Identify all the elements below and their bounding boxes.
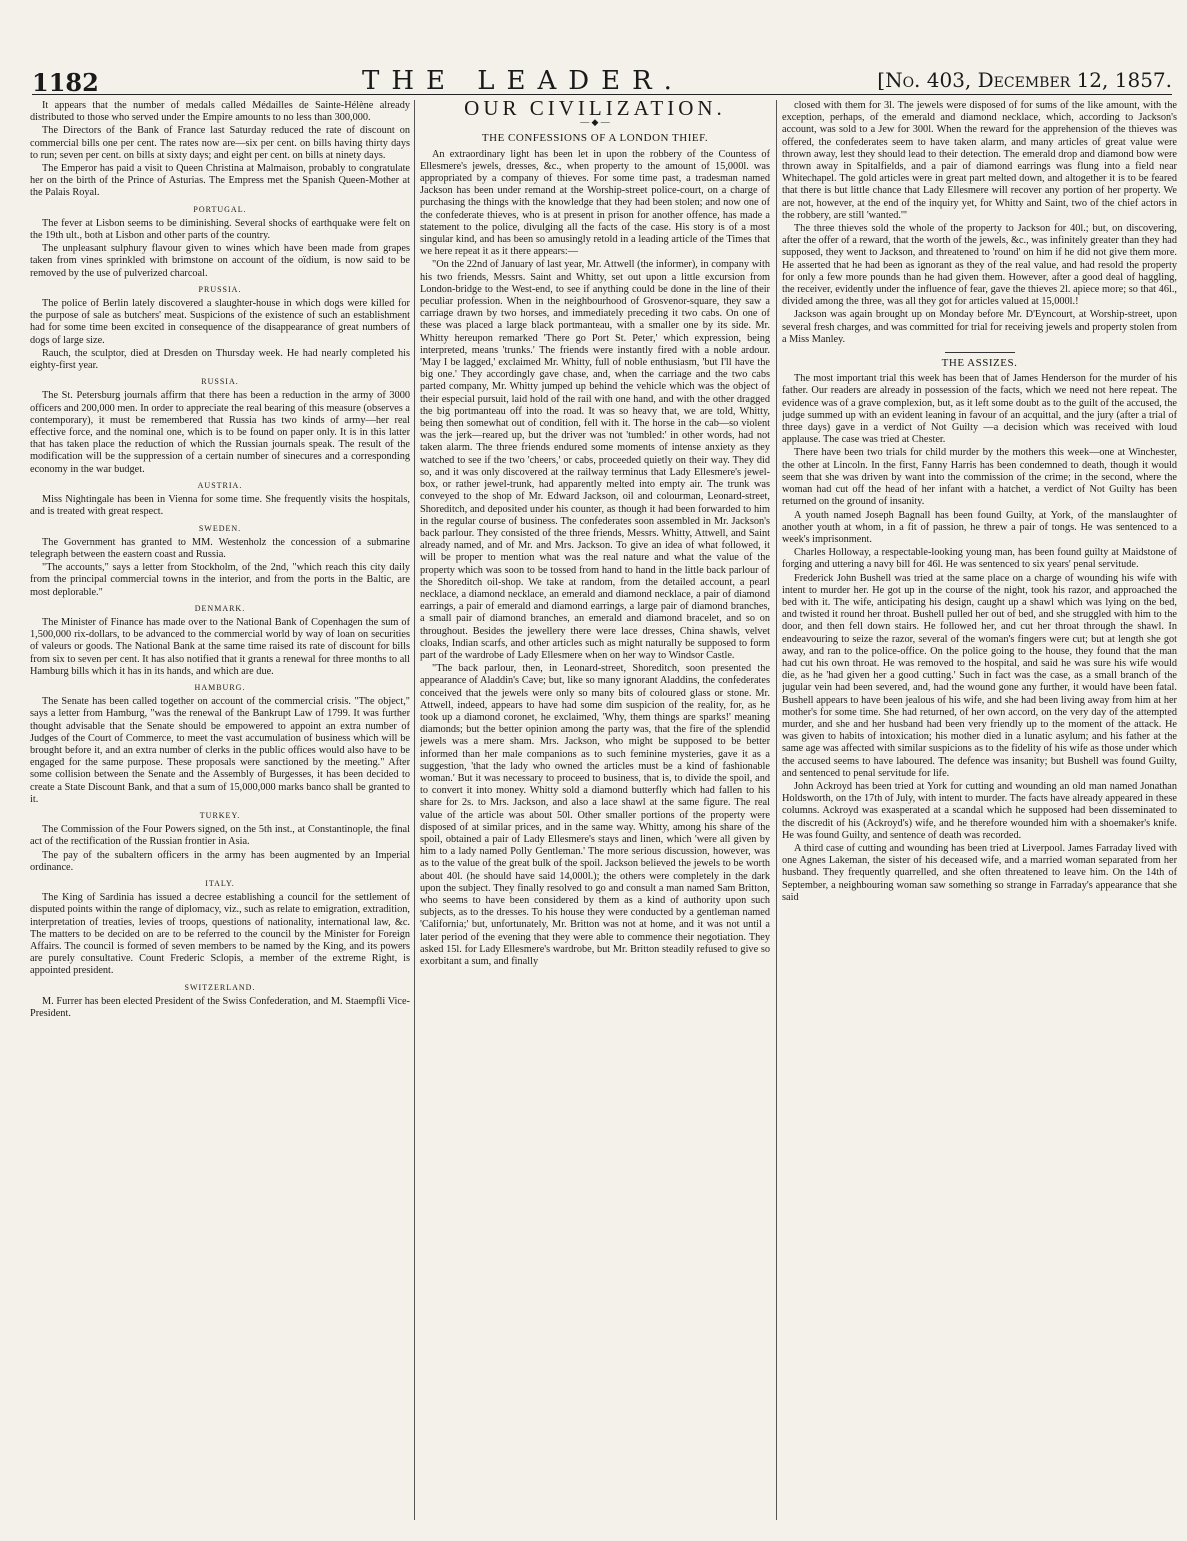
- paragraph: John Ackroyd has been tried at York for cutting and wounding an old man named Jonathan Holdsworth, on the 17th of July, with intent to murder. The facts have already appeared in these columns. Ackroyd was exasperated at a scandal which he supposed had been disseminated to the discredit of his (Ackroyd's) wife, and he therefore wounded him with a shoemaker's knife. He was found Guilty, and sentence of death was recorded.: [782, 780, 1177, 841]
- section-label: PRUSSIA.: [198, 284, 242, 294]
- newspaper-title: THE LEADER.: [362, 66, 684, 96]
- section-label: AUSTRIA.: [197, 480, 243, 490]
- paragraph: Jackson was again brought up on Monday before Mr. D'Eyncourt, at Worship-street, upon several fresh charges, and was committed for trial for receiving jewels and property stolen from a Miss Manley.: [782, 309, 1177, 345]
- paragraph: The pay of the subaltern officers in the army has been augmented by an Imperial ordinance.: [30, 849, 410, 873]
- paragraph: The police of Berlin lately discovered a slaughter-house in which dogs were killed for the purpose of sale as butchers' meat. Suspicions of the existence of such an establishment had for some time been excited in consequence of the disappearance of great numbers of dogs of large size.: [30, 298, 410, 346]
- paragraph: "The back parlour, then, in Leonard-street, Shoreditch, soon presented the appearance of Aladdin's Cave; but, like so many ignorant Aladdins, the confederates conceived that the jewels were only so many bits of coloured glass or stone. Mr. Attwell, indeed, appears to have had some dim suspicion of the reality, for, as he took up a diamond coronet, he exclaimed, 'Why, them things are sparks!' meaning diamonds; but the better opinion among the party was, that the fire of the splendid jewels was a mere sham. Mrs. Jackson, who might be supposed to be better informed than her male companions as to such feminine mysteries, gave it as a suggestion, 'that the lady who owned the articles must be a kind of fashionable woman.' But it was necessary to proceed to business, that is, to divide the spoil, and to convert it into money. Whitty sold a diamond butterfly which had fallen to his share for 2s. to Mrs. Jackson, and also a lace shawl at the same figure. The real value of the article was about 50l. Other smaller portions of the property were disposed of at similar prices, and in the same way. Whitty, among his share of the spoil, obtained a pair of Lady Ellesmere's stays and linen, which 'were all given by him to a lady named Polly Gentleman.' The more serious discussion, however, was as to the value of the great bulk of the spoil. Jackson believed the jewels to be worth about 40l. (he should have said 14,000l.); the others were completely in the dark upon the subject. They finally resolved to go and consult a man named Sam Britton, who seems to have been considered by them as a kind of authority upon such subjects, as to the dresses. To his house they were conducted by a gentleman named 'California;' but, unfortunately, Mr. Britton was not at home, and it was not until a later period of the evening that they were able to commence their negotiation. They asked 15l. for Lady Ellesmere's wardrobe, but Mr. Britton steadily refused to give so exorbitant a sum, and finally: [420, 663, 770, 968]
- paragraph: The Emperor has paid a visit to Queen Christina at Malmaison, probably to congratulate her on the birth of the Prince of Asturias. The Empress met the Spanish Queen-Mother at the Palais Royal.: [30, 163, 410, 199]
- page-number: 1182: [32, 68, 99, 97]
- column-our-civilization: [420, 100, 770, 1530]
- section-label: PORTUGAL.: [193, 204, 247, 214]
- article-body: [420, 149, 770, 969]
- paragraph: "On the 22nd of January of last year, Mr. Attwell (the informer), in company with his two friends, Messrs. Saint and Whitty, set out upon a little excursion from London-bridge to the West-end, to see if anything could be done in the line of their peculiar profession. When in the neighbourhood of Grosvenor-square, they saw a carriage drawn by two horses, and immediately preceding it two cabs. On one of these was placed a large black portmanteau, with a smaller one by its side. Mr. Whitty hereupon remarked 'There go Port St. Peter,' which expression, being interpreted, means 'trunks.' The friends were instantly fired with a noble ardour. 'May I be lagged,' exclaimed Mr. Whitty, full of noble enthusiasm, 'but I'll have the big one.' They accordingly gave chase, and, when the carriage and the two cabs parted company, Mr. Whitty jumped up behind the vehicle which was the object of their especial pursuit, laid hold of the rail with one hand, and with the other dragged the big portmanteau off into the road. It was so heavy that, we are told, Whitty, being then somewhat out of condition, fell with it. The horse in the cab—so violent was the jerk—reared up, but the driver was not 'tumbled:' in other words, had not taken alarm. The three friends endured some moments of intense anxiety as they watched to see if the two 'cheers,' or cabs, proceeded quietly on their way. They did so, and it was only discovered at the railway terminus that Lady Ellesmere's jewel-box, or rather jewel-trunk, had apparently melted into empty air. The trunk was conveyed to the shop of Mr. Edward Jackson, oil and colourman, Leonard-street, Shoreditch, and deposited under his counter, as though it had been forwarded to him in the regular course of business. The confederates soon assembled in Mr. Jackson's back parlour. They consisted of the three friends, Messrs. Whitty, Attwell, and Saint already named, and of Mr. and Mrs. Jackson. To give an idea of what followed, it will be proper to mention what was the real nature and what the value of the property which was soon to be tossed from hand to hand in the little back parlour of the Shoreditch oil-shop. We take at random, from the detailed account, a pearl necklace, a diamond necklace, an emerald and diamond necklace, a pair of diamond earrings, a pair of emerald and diamond earrings, a large pair of diamond branches, a small pair of diamond branches, an emerald and diamond bracelet, and so on throughout. Besides the jewellery there were lace dresses, China shawls, velvet cloaks, Indian scarfs, and other articles such as might naturally be supposed to form part of the wardrobe of Lady Ellesmere when on her way to Windsor Castle.: [420, 259, 770, 661]
- paragraph: A youth named Joseph Bagnall has been found Guilty, at York, of the manslaughter of another youth at whom, in a fit of passion, he threw a pair of tongs. He was sentenced to a week's imprisonment.: [782, 509, 1177, 545]
- paragraph: The King of Sardinia has issued a decree establishing a council for the settlement of disputed points within the range of diplomacy, viz., such as relate to emigration, extradition, interpretation of treaties, levies of troops, questions of nationality, international law, &c. The matters to be decided on are to be referred to the council by the Minister for Foreign Affairs. The council is formed of seven members to be named by the King, and its powers are purely consultative. Count Frederic Sclopis, a member of the extreme Right, is appointed president.: [30, 892, 410, 977]
- paragraph: closed with them for 3l. The jewels were disposed of for sums of the like amount, with the exception, perhaps, of the emerald and diamond necklace, which, according to Jackson's account, was sold to a Jew for 300l. When the reward for the apprehension of the thieves was offered, the confederates seem to have taken alarm, and many articles of great value were thrown away, lest they should lead to their detection. The emerald drop and diamond bow were thrown away in Spitalfields, and a pair of diamond earrings was flung into a field near Whitechapel. The gold articles were in great part melted down, and altogether it is to be feared that there is but little chance that Lady Ellesmere will recover any portion of her property. We are not, however, at the end of the inquiry yet, for Whitty and Saint, two of the chief actors in the robbery, are still 'wanted.'": [782, 100, 1177, 221]
- paragraph: An extraordinary light has been let in upon the robbery of the Countess of Ellesmere's jewels, dresses, &c., when property to the amount of 15,000l. was appropriated by a company of thieves. For some time past, a tradesman named Jackson has been under remand at the Worship-street police-court, on a charge of purchasing the things with the knowledge that they had been stolen; and now one of the confederate thieves, who is at present in prison for another offence, has made a statement to the police, divulging all the facts of the case. His story is of a most singular kind, and has been so amusingly retold in a leading article of the Times that we here repeat it as it there appears:—: [420, 148, 770, 258]
- issue-date: [No. 403, December 12, 1857.: [877, 68, 1172, 92]
- section-label: DENMARK.: [194, 603, 246, 613]
- paragraph: "The accounts," says a letter from Stockholm, of the 2nd, "which reach this city daily from the principal commercial towns in the interior, and from the ports in the Baltic, are most deplorable.": [30, 562, 410, 598]
- section-label: ITALY.: [205, 878, 235, 888]
- section-label: TURKEY.: [199, 810, 241, 820]
- paragraph: Frederick John Bushell was tried at the same place on a charge of wounding his wife with intent to murder her. He got up in the course of the night, took his razor, and approached the bed with it. The wife, anticipating his design, caught up a shawl which was lying on the bed, and twisted it round her throat. Bushell pulled her out of bed, and she struggled with him to the door, and then fell down stairs. He followed her, and cut her throat through the shawl. In endeavouring to seize the razor, several of the woman's fingers were cut; but at length she got away, and ran to the police-office. On the police going to the house, they found that the man had cut his own throat. He was removed to the hospital, and said he was sure his wife would die, as he 'had given her a good cutting.' Such in fact was the case, as a small branch of the jugular vein had been severed, and, had the wound gone any further, it would have been fatal. Bushell appears to have been jealous of his wife, and she had been living away from him at her mother's for some time. She had returned, of her own accord, on the very day of the attempted murder, and she and her husband had been very friendly up to the moment of the attack. He was given to habits of intoxication; his mother died in a lunatic asylum; and his father at the same age was affected with similar suspicions as to the fidelity of his wife as those under which the accused seems to have laboured. The defence was insanity; but Bushell was found Guilty, and sentenced to penal servitude for life.: [782, 572, 1177, 779]
- paragraph: There have been two trials for child murder by the mothers this week—one at Winchester, the other at Lincoln. In the first, Fanny Harris has been condemned to death, though it would seem that she was driven by want into the commission of the crime; in the second, where the woman had cut off the head of her infant with a hatchet, a verdict of Not Guilty has been returned on the ground of insanity.: [782, 447, 1177, 508]
- section-label: SWITZERLAND.: [184, 982, 256, 992]
- paragraph: The Directors of the Bank of France last Saturday reduced the rate of discount on commercial bills one per cent. The rates now are—six per cent. on bills having thirty days to run; seven per cent. on bills at sixty days; and eight per cent. on bills at ninety days.: [30, 125, 410, 161]
- ornament: — ◆ —: [580, 117, 610, 128]
- paragraph: Miss Nightingale has been in Vienna for some time. She frequently visits the hospitals, and is treated with great respect.: [30, 494, 410, 518]
- section-rule: [945, 352, 1015, 353]
- column-foreign-news: [30, 100, 410, 1530]
- article-title: THE ASSIZES.: [941, 357, 1018, 370]
- section-label: RUSSIA.: [201, 377, 239, 387]
- column-divider: [776, 100, 777, 1520]
- paragraph: A third case of cutting and wounding has been tried at Liverpool. James Farraday lived with one Agnes Lakeman, the sister of his deceased wife, and a married woman separated from her husband. They frequently quarrelled, and she often threatened to leave him. On the 14th of September, a neighbouring woman saw something so strange in Farraday's appearance that she said: [782, 842, 1177, 903]
- paragraph: The unpleasant sulphury flavour given to wines which have been made from grapes taken from vines sprinkled with brimstone on account of the oïdium, is now said to be removed by the use of pulverized charcoal.: [30, 243, 410, 279]
- paragraph: M. Furrer has been elected President of the Swiss Confederation, and M. Staempfli Vice-President.: [30, 995, 410, 1020]
- paragraph: The three thieves sold the whole of the property to Jackson for 40l.; but, on discovering, after the offer of a reward, that the worth of the jewels, &c., was infinitely greater than they had supposed, they went to Jackson, and threatened to 'round' on him if he did not give them more. He asserted that he had been as ignorant as they of the real value, and had resold the property for only a few more pounds than he had given them. However, after a good deal of haggling, the receiver, evidently under the influence of fear, gave the thieves 2l. apiece more; so that 46l., divided among the three, was all they got for articles valued at 15,000l.!: [782, 223, 1177, 308]
- section-heading: OUR CIVILIZATION.: [464, 100, 726, 120]
- section-label: HAMBURG.: [194, 682, 246, 692]
- paragraph: Charles Holloway, a respectable-looking young man, has been found guilty at Maidstone of forging and uttering a navy bill for 46l. He was sentenced to six years' penal servitude.: [782, 547, 1177, 571]
- paragraph: The Senate has been called together on account of the commercial crisis. "The object," says a letter from Hamburg, "was the renewal of the Bankrupt Law of 1799. It was further thought advisable that the Senate should be empowered to appoint an extra number of Judges of the Court of Commerce, to meet the vast accumulation of business which will be brought before it, and an extra number of clerks in the public offices would also have to be engaged for the same purpose. These proposals were sanctioned by the meeting." After some collision between the Senate and the Assembly of Burgesses, it has been decided to create a State Discount Bank, and that a sum of 15,000,000 marks banco shall be granted to it.: [30, 696, 410, 805]
- paragraph: Rauch, the sculptor, died at Dresden on Thursday week. He had nearly completed his eighty-first year.: [30, 347, 410, 372]
- column-divider: [414, 100, 415, 1520]
- paragraph: The Commission of the Four Powers signed, on the 5th inst., at Constantinople, the final act of the rectification of the Russian frontier in Asia.: [30, 824, 410, 848]
- paragraph: It appears that the number of medals called Médailles de Sainte-Hélène already distributed to those who served under the Empire amounts to no less than 300,000.: [30, 100, 410, 124]
- column-assizes: [782, 100, 1177, 1530]
- paragraph: The fever at Lisbon seems to be diminishing. Several shocks of earthquake were felt on the 19th ult., both at Lisbon and other parts of the country.: [30, 217, 410, 242]
- paragraph: The most important trial this week has been that of James Henderson for the murder of his father. Our readers are already in possession of the facts, which we need not here repeat. The evidence was of a grave complexion, but, as it left some doubt as to the guilt of the accused, the judge summed up with an evident leaning in favour of an acquittal, and the jury (after a trial of three days) gave in a verdict of Not Guilty —a decision which was received with loud applause. The case was tried at Chester.: [782, 373, 1177, 446]
- paragraph: The Minister of Finance has made over to the National Bank of Copenhagen the sum of 1,500,000 rix-dollars, to be advanced to the commercial world by way of loan on securities of valeurs or goods. The National Bank at the same time raised its rate of discount for bills from six to seven per cent. It has also notified that it grants a renewal for three months to all Hamburg bills which it has in its hands, and which are due.: [30, 616, 410, 677]
- article-title: THE CONFESSIONS OF A LONDON THIEF.: [481, 132, 709, 145]
- paragraph: The St. Petersburg journals affirm that there has been a reduction in the army of 3000 officers and 200,000 men. In order to appreciate the real bearing of this measure (observes a contemporary), it must be remembered that Russia has two kinds of army—her real effective force, and the nominal one, which is to be found on paper only. It is in this latter that has taken place the reduction of which the Russian journals speak. The result of the modification will be the suppression of a certain number of sinecures and a corresponding economy in the war budget.: [30, 390, 410, 475]
- paragraph: The Government has granted to MM. Westenholz the concession of a submarine telegraph between the eastern coast and Russia.: [30, 536, 410, 560]
- masthead: [32, 62, 1172, 95]
- section-label: SWEDEN.: [198, 523, 242, 533]
